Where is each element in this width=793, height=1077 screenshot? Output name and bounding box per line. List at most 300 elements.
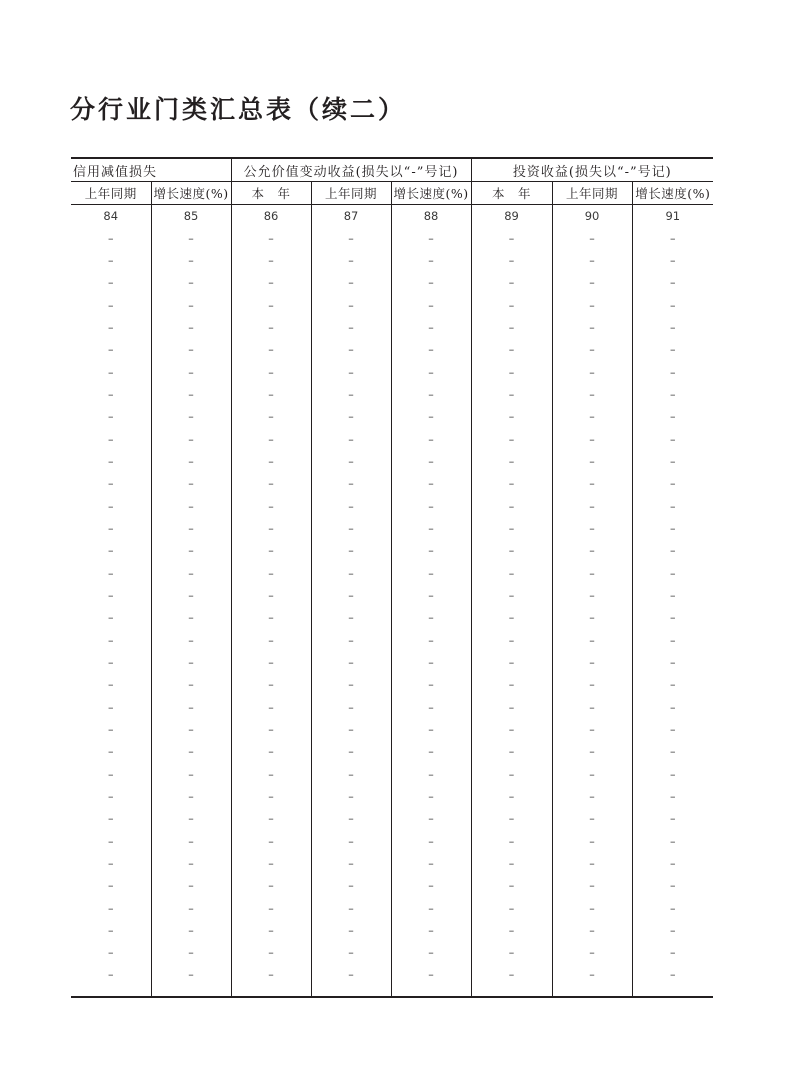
table-cell: – [471,629,552,651]
table-cell: – [108,789,114,803]
table-cell: – [632,249,713,271]
table-cell: – [552,808,632,830]
table-cell: – [151,450,231,472]
table-cell: – [108,387,114,401]
table-cell: – [552,584,632,606]
column-number: 89 [471,205,552,228]
table-cell: – [391,651,471,673]
table-row [71,316,713,338]
table-cell: – [632,808,713,830]
table-cell: – [311,517,391,539]
table-cell: – [391,249,471,271]
sub-header-row [71,182,713,205]
table-cell: – [632,852,713,874]
table-cell: – [471,562,552,584]
table-cell: – [391,227,471,249]
column-number-row [71,205,713,228]
table-cell: – [151,964,231,986]
table-cell: – [108,253,114,267]
table-cell: – [391,562,471,584]
table-cell: – [471,517,552,539]
table-cell: – [108,856,114,870]
table-cell: – [151,495,231,517]
table-cell: – [311,942,391,964]
table-cell: – [231,361,311,383]
table-cell: – [391,808,471,830]
table-cell: – [108,544,114,558]
table-cell: – [108,700,114,714]
table-cell: – [391,785,471,807]
table-row [71,875,713,897]
table-row [71,674,713,696]
table-cell: – [108,633,114,647]
table-cell: – [471,919,552,941]
table-cell: – [471,763,552,785]
summary-table-container [71,157,713,998]
table-cell: – [151,607,231,629]
table-cell: – [231,875,311,897]
table-cell: – [632,964,713,986]
table-cell: – [471,808,552,830]
table-row [71,450,713,472]
table-row [71,696,713,718]
table-cell: – [632,517,713,539]
table-cell: – [151,830,231,852]
table-cell: – [391,540,471,562]
sub-header: 上年同期 [71,182,151,205]
table-cell: – [552,785,632,807]
table-cell: – [552,830,632,852]
table-spacer-cell [71,986,151,997]
table-cell: – [632,473,713,495]
table-cell: – [151,897,231,919]
table-cell: – [552,763,632,785]
table-cell: – [471,540,552,562]
table-cell: – [231,406,311,428]
table-cell: – [552,562,632,584]
sub-header: 上年同期 [552,182,632,205]
table-cell: – [151,852,231,874]
table-cell: – [471,383,552,405]
table-cell: – [231,942,311,964]
table-cell: – [231,897,311,919]
table-cell: – [108,343,114,357]
table-cell: – [632,495,713,517]
table-cell: – [311,830,391,852]
table-cell: – [108,901,114,915]
summary-table [71,157,713,998]
table-cell: – [471,897,552,919]
sub-header: 增长速度(%) [632,182,713,205]
table-cell: – [151,517,231,539]
table-row [71,361,713,383]
table-cell: – [311,741,391,763]
table-cell: – [632,763,713,785]
column-number: 84 [103,209,119,223]
table-cell: – [311,540,391,562]
column-number: 86 [231,205,311,228]
table-cell: – [108,477,114,491]
table-cell: – [471,651,552,673]
table-cell: – [108,946,114,960]
table-row [71,339,713,361]
table-row [71,830,713,852]
table-cell: – [151,361,231,383]
table-row [71,763,713,785]
table-cell: – [471,294,552,316]
table-cell: – [552,294,632,316]
table-cell: – [632,741,713,763]
table-spacer-cell [632,986,713,997]
table-cell: – [632,450,713,472]
table-cell: – [552,428,632,450]
table-cell: – [311,584,391,606]
table-row [71,629,713,651]
table-cell: – [391,852,471,874]
table-cell: – [231,450,311,472]
column-number: 91 [632,205,713,228]
table-cell: – [311,897,391,919]
table-cell: – [471,450,552,472]
table-row [71,607,713,629]
table-cell: – [632,361,713,383]
table-cell: – [552,316,632,338]
table-cell: – [632,428,713,450]
table-cell: – [632,875,713,897]
table-cell: – [391,361,471,383]
table-cell: – [311,249,391,271]
table-cell: – [108,231,114,245]
table-cell: – [391,629,471,651]
table-spacer-cell [552,986,632,997]
table-cell: – [311,406,391,428]
table-cell: – [471,607,552,629]
table-cell: – [151,272,231,294]
table-cell: – [108,968,114,982]
table-cell: – [391,607,471,629]
table-cell: – [632,540,713,562]
table-row [71,473,713,495]
table-cell: – [311,651,391,673]
table-bottom-spacer [71,986,713,997]
table-cell: – [471,428,552,450]
table-row [71,897,713,919]
table-cell: – [108,655,114,669]
table-cell: – [151,249,231,271]
table-cell: – [552,361,632,383]
table-cell: – [552,227,632,249]
table-spacer-cell [311,986,391,997]
table-cell: – [151,651,231,673]
table-cell: – [231,763,311,785]
table-cell: – [108,767,114,781]
table-cell: – [231,294,311,316]
table-row [71,964,713,986]
column-number: 87 [311,205,391,228]
table-cell: – [231,428,311,450]
table-cell: – [311,763,391,785]
table-cell: – [151,562,231,584]
table-cell: – [311,696,391,718]
table-cell: – [632,718,713,740]
table-row [71,651,713,673]
table-cell: – [311,674,391,696]
table-cell: – [471,718,552,740]
table-cell: – [552,450,632,472]
table-cell: – [632,562,713,584]
group-header-row [71,158,713,182]
table-cell: – [632,272,713,294]
table-cell: – [231,316,311,338]
table-cell: – [231,830,311,852]
table-cell: – [231,629,311,651]
table-cell: – [632,607,713,629]
table-cell: – [391,517,471,539]
table-spacer-cell [151,986,231,997]
table-cell: – [108,276,114,290]
table-cell: – [632,897,713,919]
sub-header: 本 年 [471,182,552,205]
table-cell: – [311,808,391,830]
sub-header: 上年同期 [311,182,391,205]
table-cell: – [391,294,471,316]
table-cell: – [231,339,311,361]
table-cell: – [391,406,471,428]
table-cell: – [231,227,311,249]
table-cell: – [231,517,311,539]
table-row [71,428,713,450]
table-cell: – [552,651,632,673]
table-cell: – [151,383,231,405]
table-cell: – [311,495,391,517]
table-row [71,495,713,517]
table-cell: – [471,361,552,383]
table-cell: – [632,227,713,249]
table-cell: – [391,741,471,763]
table-cell: – [311,473,391,495]
table-cell: – [311,272,391,294]
column-number: 85 [151,205,231,228]
table-cell: – [231,696,311,718]
table-cell: – [391,473,471,495]
table-cell: – [471,964,552,986]
table-row [71,808,713,830]
table-cell: – [632,383,713,405]
table-cell: – [471,875,552,897]
table-cell: – [552,897,632,919]
table-cell: – [311,316,391,338]
table-cell: – [231,808,311,830]
table-cell: – [231,741,311,763]
table-cell: – [552,272,632,294]
table-cell: – [108,365,114,379]
table-cell: – [151,540,231,562]
table-cell: – [552,339,632,361]
table-row [71,249,713,271]
table-cell: – [311,852,391,874]
table-cell: – [552,495,632,517]
table-cell: – [108,320,114,334]
table-cell: – [632,830,713,852]
table-cell: – [391,942,471,964]
table-cell: – [471,495,552,517]
table-cell: – [151,785,231,807]
table-cell: – [632,584,713,606]
table-cell: – [552,249,632,271]
table-cell: – [151,741,231,763]
table-row [71,919,713,941]
table-cell: – [391,763,471,785]
table-row [71,517,713,539]
table-cell: – [632,919,713,941]
table-cell: – [391,718,471,740]
table-cell: – [231,919,311,941]
table-cell: – [471,741,552,763]
table-cell: – [632,674,713,696]
table-cell: – [552,852,632,874]
table-cell: – [471,316,552,338]
table-cell: – [552,540,632,562]
column-number: 90 [552,205,632,228]
table-cell: – [311,607,391,629]
table-cell: – [552,383,632,405]
table-cell: – [471,227,552,249]
table-cell: – [108,566,114,580]
table-spacer-cell [391,986,471,997]
table-cell: – [471,272,552,294]
table-cell: – [108,432,114,446]
table-cell: – [108,454,114,468]
table-cell: – [471,406,552,428]
table-cell: – [231,607,311,629]
table-cell: – [231,540,311,562]
table-cell: – [151,473,231,495]
table-cell: – [391,339,471,361]
table-spacer-cell [231,986,311,997]
table-cell: – [471,584,552,606]
table-cell: – [108,410,114,424]
table-cell: – [632,629,713,651]
table-row [71,227,713,249]
table-cell: – [552,674,632,696]
table-cell: – [552,919,632,941]
table-spacer-cell [471,986,552,997]
table-cell: – [151,428,231,450]
table-cell: – [471,473,552,495]
page-title: 分行业门类汇总表（续二） [70,95,407,124]
table-cell: – [471,674,552,696]
group-header-investment-income: 投资收益(损失以“-”号记) [471,158,713,182]
table-cell: – [231,964,311,986]
table-cell: – [632,316,713,338]
table-cell: – [632,406,713,428]
table-cell: – [552,473,632,495]
table-cell: – [391,428,471,450]
sub-header: 增长速度(%) [391,182,471,205]
table-row [71,718,713,740]
table-cell: – [151,942,231,964]
table-cell: – [552,696,632,718]
table-cell: – [311,562,391,584]
table-cell: – [471,339,552,361]
group-header-credit-impairment: 信用减值损失 [71,158,231,182]
table-cell: – [552,517,632,539]
table-cell: – [231,718,311,740]
table-cell: – [108,923,114,937]
table-cell: – [231,785,311,807]
table-cell: – [311,294,391,316]
table-cell: – [471,830,552,852]
table-row [71,294,713,316]
table-cell: – [231,495,311,517]
table-cell: – [391,316,471,338]
table-row [71,540,713,562]
table-cell: – [311,383,391,405]
table-cell: – [151,316,231,338]
table-cell: – [108,812,114,826]
table-cell: – [231,584,311,606]
table-cell: – [311,875,391,897]
table-row [71,785,713,807]
table-cell: – [108,588,114,602]
table-cell: – [471,942,552,964]
table-cell: – [231,651,311,673]
table-cell: – [231,383,311,405]
table-cell: – [108,678,114,692]
table-cell: – [552,964,632,986]
table-cell: – [108,298,114,312]
table-cell: – [391,919,471,941]
table-cell: – [471,696,552,718]
table-cell: – [552,607,632,629]
table-cell: – [391,696,471,718]
table-cell: – [391,495,471,517]
table-cell: – [151,406,231,428]
sub-header: 增长速度(%) [151,182,231,205]
table-cell: – [391,272,471,294]
table-cell: – [391,964,471,986]
table-row [71,584,713,606]
table-cell: – [231,249,311,271]
table-cell: – [552,741,632,763]
table-cell: – [391,584,471,606]
table-cell: – [471,852,552,874]
table-cell: – [552,406,632,428]
table-cell: – [552,629,632,651]
table-cell: – [632,696,713,718]
table-cell: – [108,834,114,848]
table-cell: – [151,763,231,785]
table-cell: – [311,428,391,450]
table-cell: – [108,879,114,893]
table-cell: – [108,722,114,736]
table-cell: – [231,272,311,294]
table-row [71,383,713,405]
table-cell: – [391,383,471,405]
table-cell: – [151,875,231,897]
table-cell: – [391,897,471,919]
table-cell: – [552,942,632,964]
table-cell: – [151,584,231,606]
table-cell: – [151,718,231,740]
table-cell: – [311,964,391,986]
sub-header: 本 年 [231,182,311,205]
table-cell: – [311,450,391,472]
table-cell: – [231,473,311,495]
table-cell: – [108,611,114,625]
table-cell: – [151,629,231,651]
table-cell: – [311,919,391,941]
